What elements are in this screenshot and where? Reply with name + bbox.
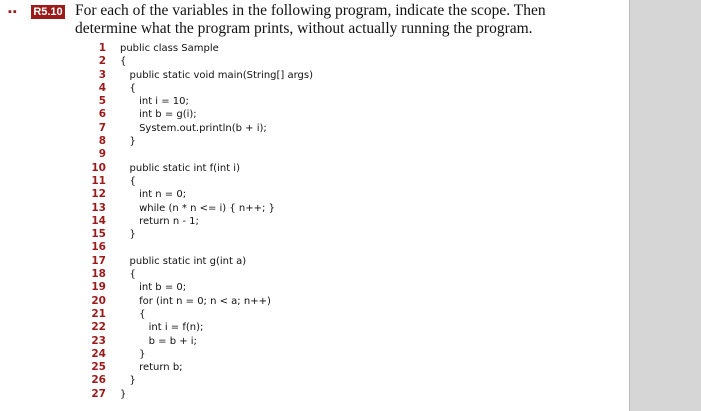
line-number: 23 [91, 334, 106, 347]
code-line: } [120, 375, 136, 387]
code-line: } [120, 348, 146, 360]
code-line: while (n * n <= i) { n++; } [120, 202, 275, 214]
line-number: 8 [98, 135, 106, 148]
line-number: 1 [98, 42, 106, 54]
line-number: 25 [91, 361, 106, 374]
line-number: 14 [91, 214, 106, 227]
code-line: } [120, 136, 136, 148]
code-line: b = b + i; [120, 335, 197, 347]
line-number: 26 [91, 374, 106, 387]
line-number: 10 [91, 161, 106, 174]
code-line: int i = f(n); [120, 322, 204, 334]
line-number: 7 [98, 121, 106, 134]
code-line: int b = 0; [120, 282, 187, 294]
code-line: { [120, 269, 136, 281]
code-line: System.out.println(b + i); [120, 122, 267, 134]
code-line: public class Sample [120, 43, 219, 54]
code-line: public static int f(int i) [120, 162, 240, 174]
line-number: 24 [91, 347, 106, 360]
line-number: 4 [98, 81, 106, 94]
line-number: 15 [91, 228, 106, 241]
line-number: 20 [91, 294, 106, 307]
line-number: 5 [98, 95, 106, 108]
line-number: 2 [98, 55, 106, 68]
code-line: } [120, 229, 136, 241]
line-number: 11 [91, 174, 106, 187]
code-line: public static void main(String[] args) [120, 69, 314, 81]
code-line: for (int n = 0; n < a; n++) [120, 295, 271, 307]
code-line [120, 241, 313, 254]
code-line: { [120, 308, 146, 320]
exercise-question: For each of the variables in the following program, indicate the scope. Then determine what the program prints, without actually running the program. [75, 2, 546, 37]
code-listing [120, 42, 313, 401]
code-line: public static int g(int a) [120, 255, 247, 267]
code-line: } [120, 388, 127, 400]
exercise-label: R5.10 [31, 5, 65, 19]
line-number: 22 [91, 321, 106, 334]
code-line: return n - 1; [120, 215, 199, 227]
line-number: 17 [91, 254, 106, 267]
line-number-column [80, 42, 106, 401]
line-number: 21 [91, 307, 106, 320]
line-number: 3 [98, 68, 106, 81]
line-number: 13 [91, 201, 106, 214]
code-line: return b; [120, 362, 183, 374]
line-number: 19 [91, 281, 106, 294]
exercise-bullets: ▪▪ [8, 6, 18, 18]
gray-margin [630, 0, 701, 411]
line-number: 16 [91, 241, 106, 254]
code-line: { [120, 175, 136, 187]
line-number: 27 [91, 387, 106, 400]
line-number: 6 [98, 108, 106, 121]
line-number: 12 [91, 188, 106, 201]
code-line: int b = g(i); [120, 109, 197, 121]
code-line: { [120, 82, 136, 94]
code-line: int n = 0; [120, 189, 187, 201]
line-number: 18 [91, 268, 106, 281]
code-line [120, 148, 313, 161]
line-number: 9 [98, 148, 106, 161]
code-line: int i = 10; [120, 96, 189, 108]
code-line: { [120, 56, 127, 68]
